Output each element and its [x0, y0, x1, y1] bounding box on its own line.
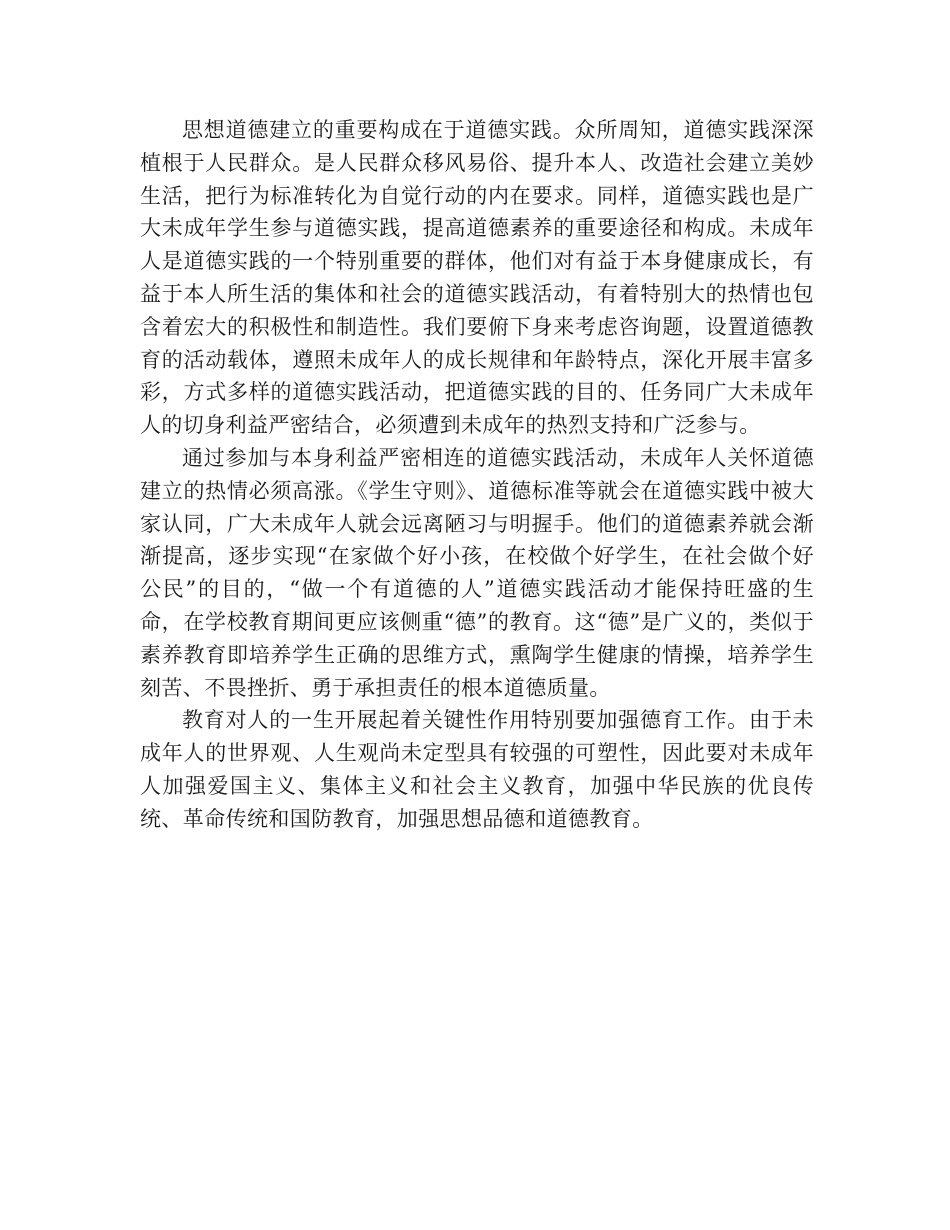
body-text — [140, 114, 814, 836]
paragraph-1: 思想道德建立的重要构成在于道德实践。众所周知，道德实践深深植根于人民群众。是人民群众移风易俗、提升本人、改造社会建立美妙生活，把行为标准转化为自觉行动的内在要求。同样，道德实践也是广大未成年学生参与道德实践，提高道德素养的重要途径和构成。未成年人是道德实践的一个特别重要的群体，他们对有益于本身健康成长，有益于本人所生活的集体和社会的道德实践活动，有着特别大的热情也包含着宏大的积极性和制造性。我们要俯下身来考虑咨询题，设置道德教育的活动载体，遵照未成年人的成长规律和年龄特点，深化开展丰富多彩，方式多样的道德实践活动，把道德实践的目的、任务同广大未成年人的切身利益严密结合，必须遭到未成年的热烈支持和广泛参与。 — [140, 118, 814, 438]
paragraph-2: 通过参加与本身利益严密相连的道德实践活动，未成年人关怀道德建立的热情必须高涨。《学生守则》、道德标准等就会在道德实践中被大家认同，广大未成年人就会远离陋习与明握手。他们的道德素养就会渐渐提高，逐步实现“在家做个好小孩，在校做个好学生，在社会做个好公民”的目的，“做一个有道德的人”道德实践活动才能保持旺盛的生命，在学校教育期间更应该侧重“德”的教育。这“德”是广义的，类似于素养教育即培养学生正确的思维方式，熏陶学生健康的情操，培养学生刻苦、不畏挫折、勇于承担责任的根本道德质量。 — [140, 445, 814, 700]
paragraph-3: 教育对人的一生开展起着关键性作用特别要加强德育工作。由于未成年人的世界观、人生观尚未定型具有较强的可塑性，因此要对未成年人加强爱国主义、集体主义和社会主义教育，加强中华民族的优良传统、革命传统和国防教育，加强思想品德和道德教育。 — [140, 708, 814, 831]
